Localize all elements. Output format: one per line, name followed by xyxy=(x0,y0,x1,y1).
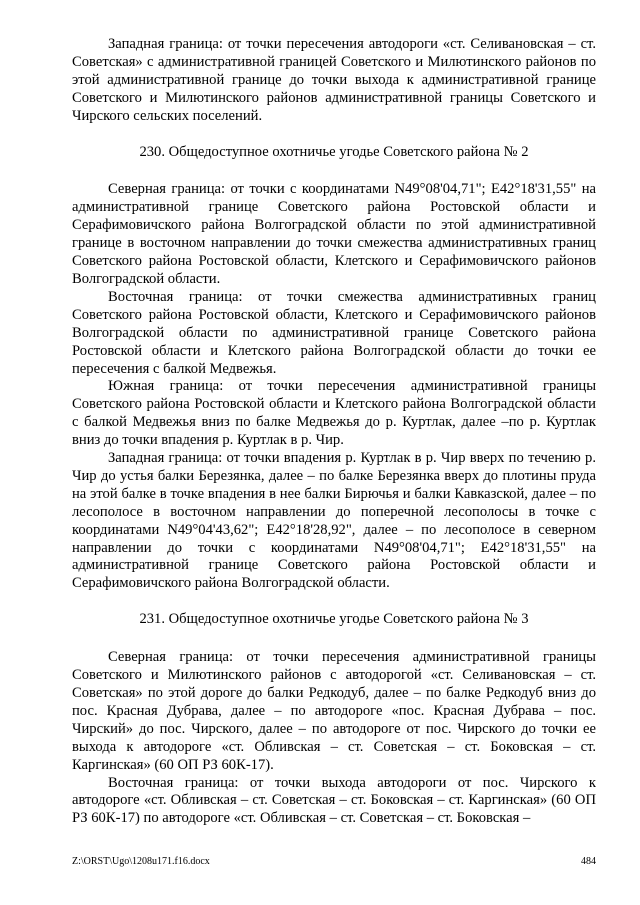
section-231-east-paragraph: Восточная граница: от точки выхода автодороги от пос. Чирского к автодороге «ст. Обливская – ст. Советская – ст. Боковская – ст. Каргинская» (60 ОП РЗ 60К-17) по автодороге «ст. Обливская – ст. Советская – ст. Боковская – xyxy=(72,774,596,827)
footer-page-number: 484 xyxy=(581,856,596,867)
section-230-south-paragraph: Южная граница: от точки пересечения административной границы Советского района Ростовской области и Клетского района Волгоградской области с балкой Медвежья вниз по балке Медвежья до р. Куртлак, далее –по р. Куртлак вниз до точки впадения р. Куртлак в р. Чир. xyxy=(72,378,596,449)
page-footer xyxy=(72,856,596,868)
footer-file-path: Z:\ORST\Ugo\1208u171.f16.docx xyxy=(72,856,210,867)
section-230-east-paragraph: Восточная граница: от точки смежества административных границ Советского района Ростовской области, Клетского и Серафимовичского районов Волгоградской области по административной границе Советского района Ростовской области и Клетского района Волгоградской области до точки ее пересечения с балкой Медвежья. xyxy=(72,288,596,377)
section-231-north-paragraph: Северная граница: от точки пересечения административной границы Советского и Милютинского районов с автодорогой «ст. Селивановская – ст. Советская» по этой дороге до балки Редкодуб, далее – по балке Редкодуб вниз до пос. Красная Дубрава, далее – по автодороге «пос. Красная Дубрава – пос. Чирский» до пос. Чирского, далее – по автодороге от пос. Чирского до точки ее выхода к автодороге «ст. Обливская – ст. Советская – ст. Боковская – ст. Каргинская» (60 ОП РЗ 60К-17). xyxy=(72,649,596,773)
document-page xyxy=(72,36,596,828)
section-231-heading: 231. Общедоступное охотничье угодье Советского района № 3 xyxy=(139,611,529,628)
section-230-north-paragraph: Северная граница: от точки с координатами N49°08'04,71"; E42°18'31,55" на административной границе Советского района Ростовской области и Серафимовичского района Волгоградской области по этой административной границе в восточном направлении до точки смежества административных границ Советского района Ростовской области, Клетского и Серафимовичского районов Волгоградской области. xyxy=(72,181,596,287)
section-230-heading: 230. Общедоступное охотничье угодье Советского района № 2 xyxy=(139,143,529,160)
section-230-body xyxy=(72,181,596,593)
section-231-body xyxy=(72,649,596,828)
intro-paragraph: Западная граница: от точки пересечения автодороги «ст. Селивановская – ст. Советская» с административной границей Советского и Милютинского районов по этой административной границе до точки выхода к административной границе Советского и Милютинского районов административной границы Советского и Чирского сельских поселений. xyxy=(72,36,596,124)
section-230-west-paragraph: Западная граница: от точки впадения р. Куртлак в р. Чир вверх по течению р. Чир до устья балки Березянка, далее – по балке Березянка вверх до плотины пруда на этой балке в точке впадения в нее балки Бирючья и балки Кавказской, далее – по лесополосе в восточном направлении до поперечной лесополосы в точке с координатами N49°04'43,62"; E42°18'28,92", далее – по лесополосе в северном направлении до точки с координатами N49°08'04,71"; E42°18'31,55" на административной границе Советского района Ростовской области и Серафимовичского района Волгоградской области. xyxy=(72,450,596,592)
